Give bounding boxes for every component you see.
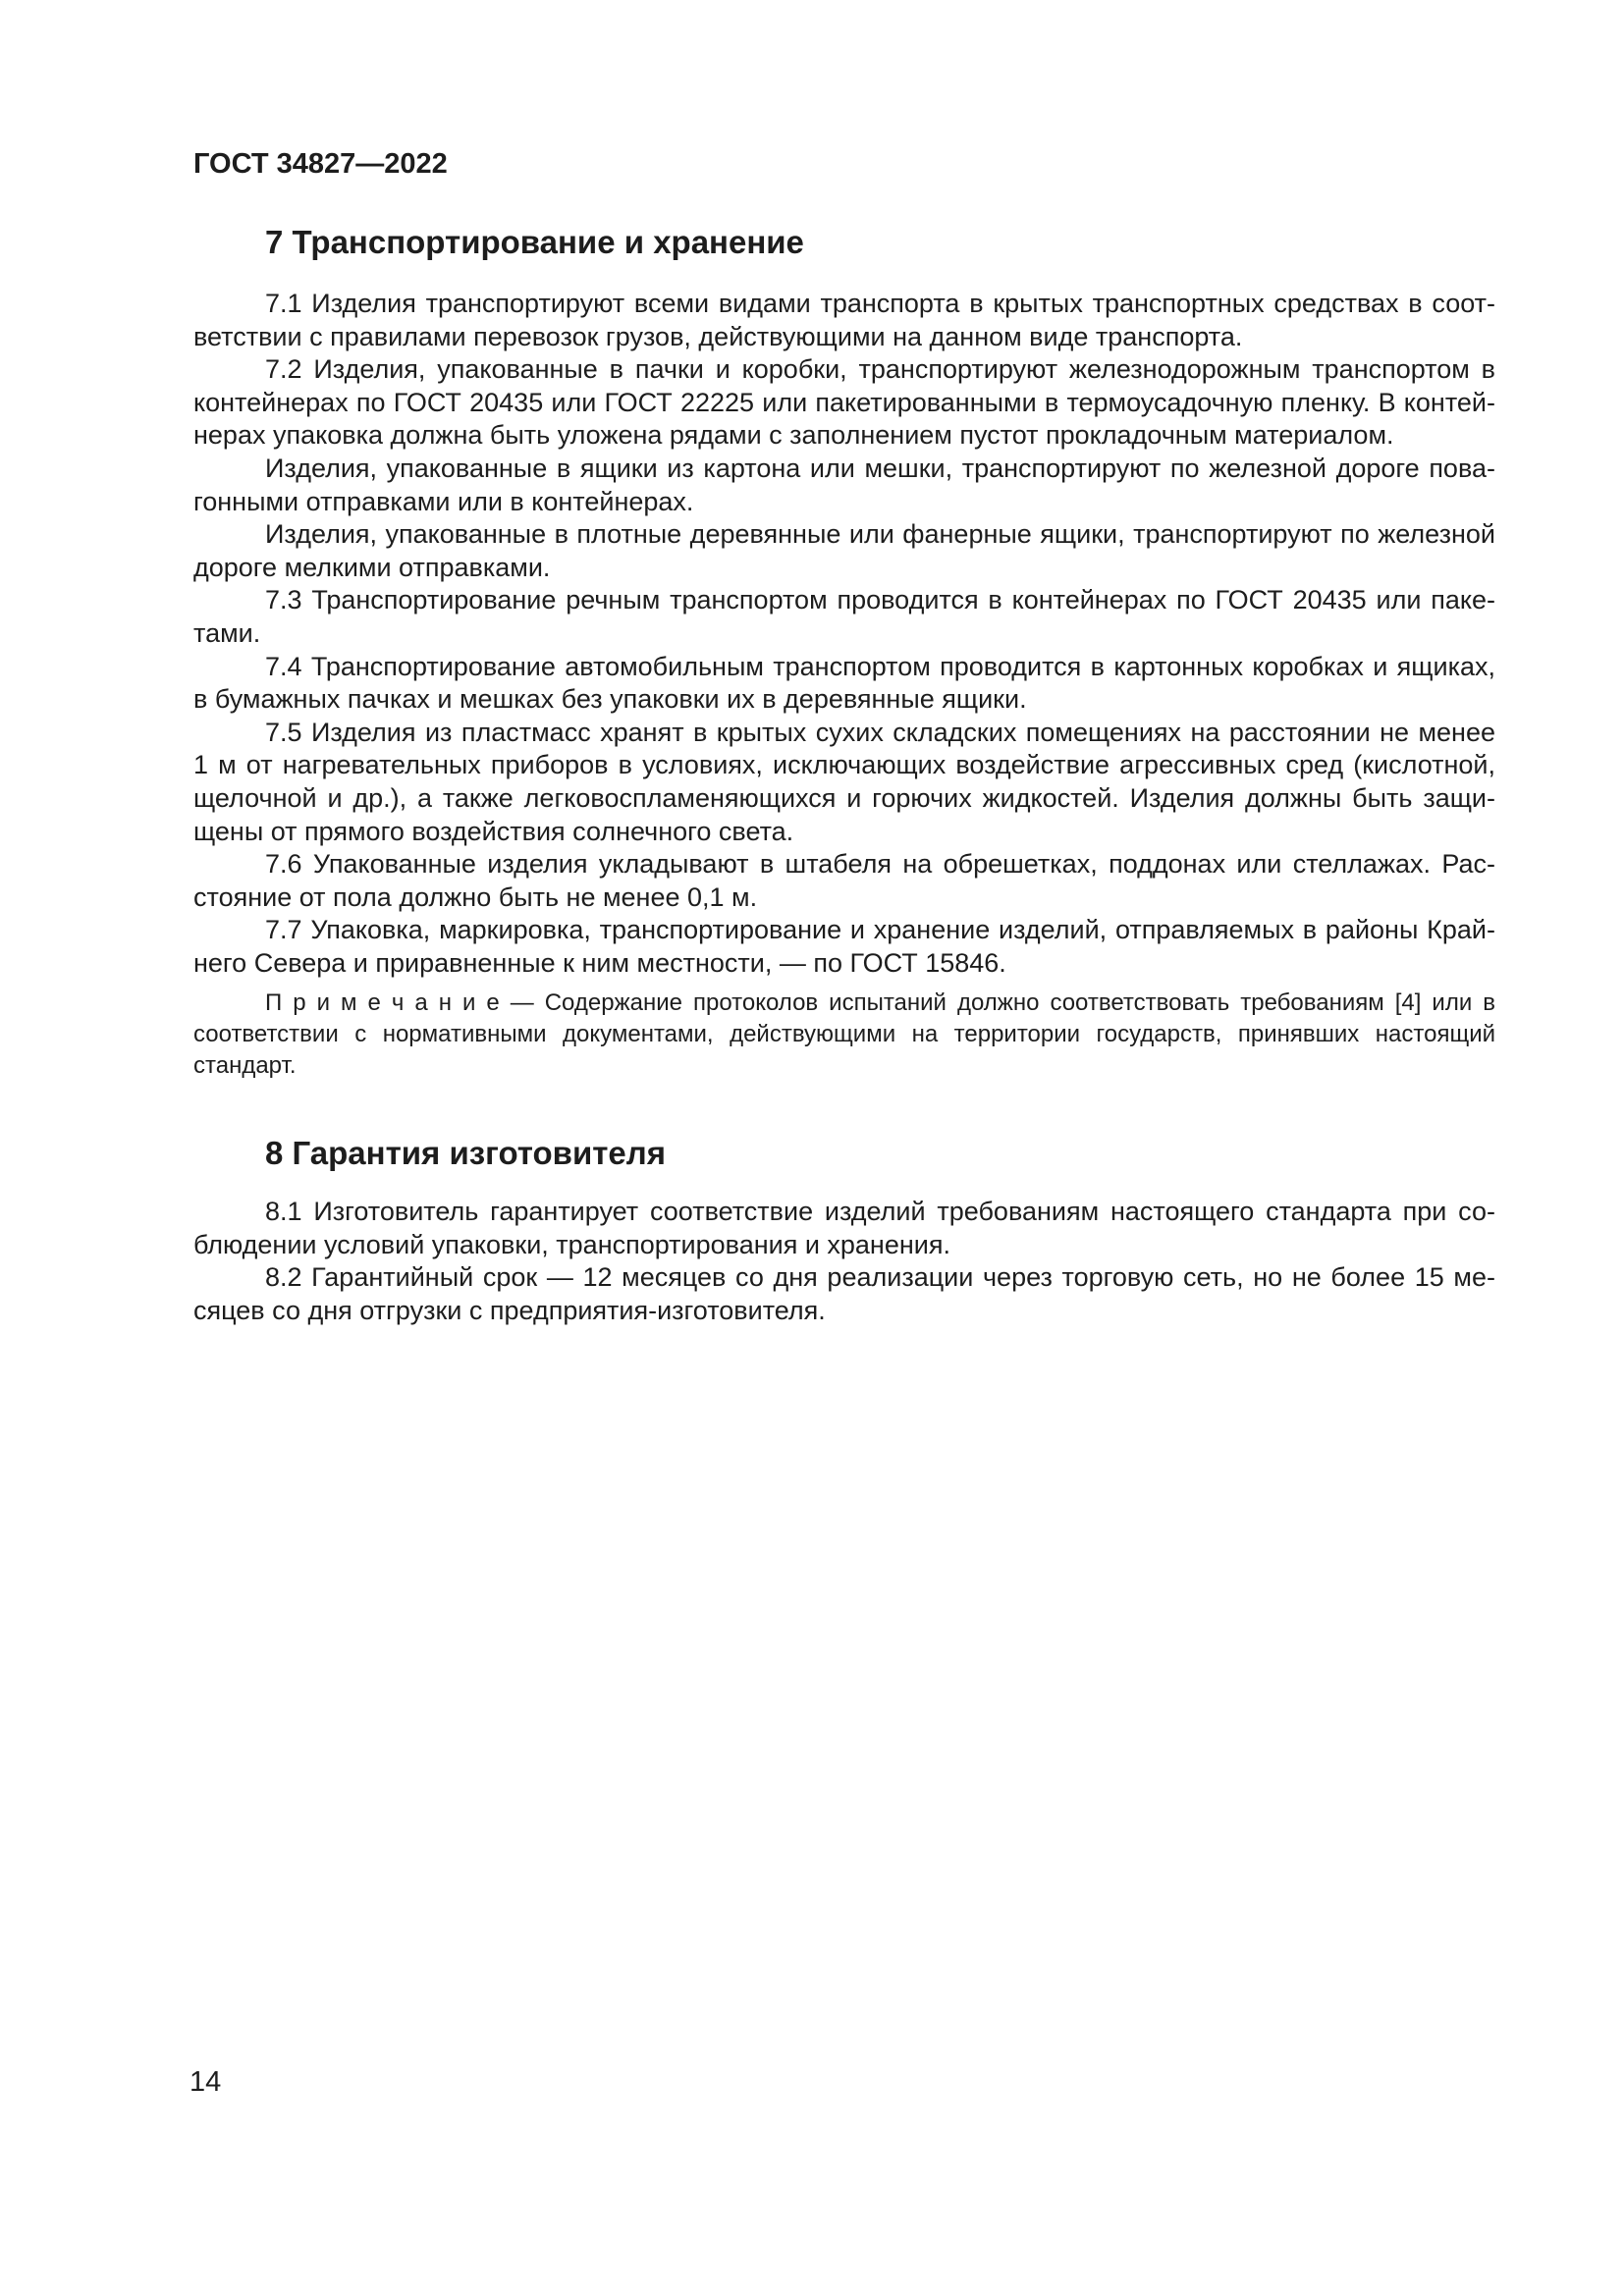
paragraph-line: 7.5 Изделия из пластмасс хранят в крытых сухих складских помещениях на расстоянии не менее bbox=[265, 717, 1495, 747]
paragraph-line: Изделия, упакованные в ящики из картона или мешки, транспортируют по железной дороге пова- bbox=[265, 453, 1495, 483]
paragraph-line: стандарт. bbox=[193, 1052, 297, 1080]
paragraph-line: 7.6 Упакованные изделия укладывают в штабеля на обрешетках, поддонах или стеллажах. Рас- bbox=[265, 849, 1495, 880]
paragraph bbox=[193, 1196, 1495, 1261]
paragraph-line: 8.1 Изготовитель гарантирует соответствие изделий требованиям настоящего стандарта при со- bbox=[265, 1197, 1495, 1226]
paragraph-line: дороге мелкими отправками. bbox=[193, 552, 551, 582]
section-title: 8 Гарантия изготовителя bbox=[265, 1135, 666, 1171]
paragraph bbox=[193, 518, 1495, 584]
paragraph-line: щелочной и др.), а также легковоспламеняющихся и горючих жидкостей. Изделия должны быть защи- bbox=[193, 782, 1495, 813]
paragraph bbox=[193, 353, 1495, 453]
paragraph bbox=[193, 848, 1495, 914]
paragraph-line: ветствии с правилами перевозок грузов, действующими на данном виде транспорта. bbox=[193, 321, 1243, 351]
paragraph-line: гонными отправками или в контейнерах. bbox=[193, 486, 694, 516]
paragraph-line: нерах упаковка должна быть уложена рядами с заполнением пустот прокладочным материалом. bbox=[193, 420, 1394, 451]
paragraph-line: 7.3 Транспортирование речным транспортом проводится в контейнерах по ГОСТ 20435 или паке- bbox=[265, 585, 1495, 615]
paragraph-line: П р и м е ч а н и е — Содержание протоколов испытаний должно соответствовать требованиям [4] или в bbox=[265, 989, 1495, 1017]
paragraph-line: 8.2 Гарантийный срок — 12 месяцев со дня реализации через торговую сеть, но не более 15 ме- bbox=[265, 1262, 1495, 1293]
note-paragraph bbox=[193, 988, 1495, 1082]
paragraph-line: 7.2 Изделия, упакованные в пачки и коробки, транспортируют железнодорожным транспортом в bbox=[265, 354, 1495, 385]
paragraph-line: соответствии с нормативными документами, действующими на территории государств, принявших настоящий bbox=[193, 1021, 1495, 1048]
paragraph-line: щены от прямого воздействия солнечного света. bbox=[193, 816, 794, 846]
standard-code-header: ГОСТ 34827—2022 bbox=[193, 148, 448, 180]
section-body bbox=[193, 1196, 1495, 1327]
paragraph-line: него Севера и приравненные к ним местности, — по ГОСТ 15846. bbox=[193, 947, 1006, 978]
paragraph bbox=[193, 453, 1495, 518]
section-title: 7 Транспортирование и хранение bbox=[265, 224, 804, 260]
paragraph bbox=[193, 914, 1495, 980]
paragraph-line: в бумажных пачках и мешках без упаковки их в деревянные ящики. bbox=[193, 684, 1027, 715]
paragraph-line: 1 м от нагревательных приборов в условиях, исключающих воздействие агрессивных сред (кислотной, bbox=[193, 750, 1495, 780]
page-number: 14 bbox=[189, 2066, 222, 2098]
paragraph-line: блюдении условий упаковки, транспортирования и хранения. bbox=[193, 1229, 950, 1259]
paragraph bbox=[193, 1261, 1495, 1327]
paragraph bbox=[193, 584, 1495, 650]
paragraph-line: стояние от пола должно быть не менее 0,1 м. bbox=[193, 881, 758, 912]
paragraph-line: тами. bbox=[193, 617, 261, 648]
paragraph-line: контейнерах по ГОСТ 20435 или ГОСТ 22225 или пакетированными в термоусадочную пленку. В контей- bbox=[193, 387, 1495, 417]
paragraph-line: 7.7 Упаковка, маркировка, транспортирование и хранение изделий, отправляемых в районы Край- bbox=[265, 915, 1495, 945]
paragraph-line: сяцев со дня отгрузки с предприятия-изготовителя. bbox=[193, 1295, 826, 1325]
paragraph-line: 7.4 Транспортирование автомобильным транспортом проводится в картонных коробках и ящиках, bbox=[265, 651, 1495, 681]
paragraph-line: Изделия, упакованные в плотные деревянные или фанерные ящики, транспортируют по железной bbox=[265, 519, 1495, 550]
paragraph bbox=[193, 717, 1495, 848]
section-body bbox=[193, 288, 1495, 1082]
paragraph-line: 7.1 Изделия транспортируют всеми видами транспорта в крытых транспортных средствах в соот- bbox=[265, 289, 1495, 318]
paragraph bbox=[193, 288, 1495, 353]
paragraph bbox=[193, 651, 1495, 717]
